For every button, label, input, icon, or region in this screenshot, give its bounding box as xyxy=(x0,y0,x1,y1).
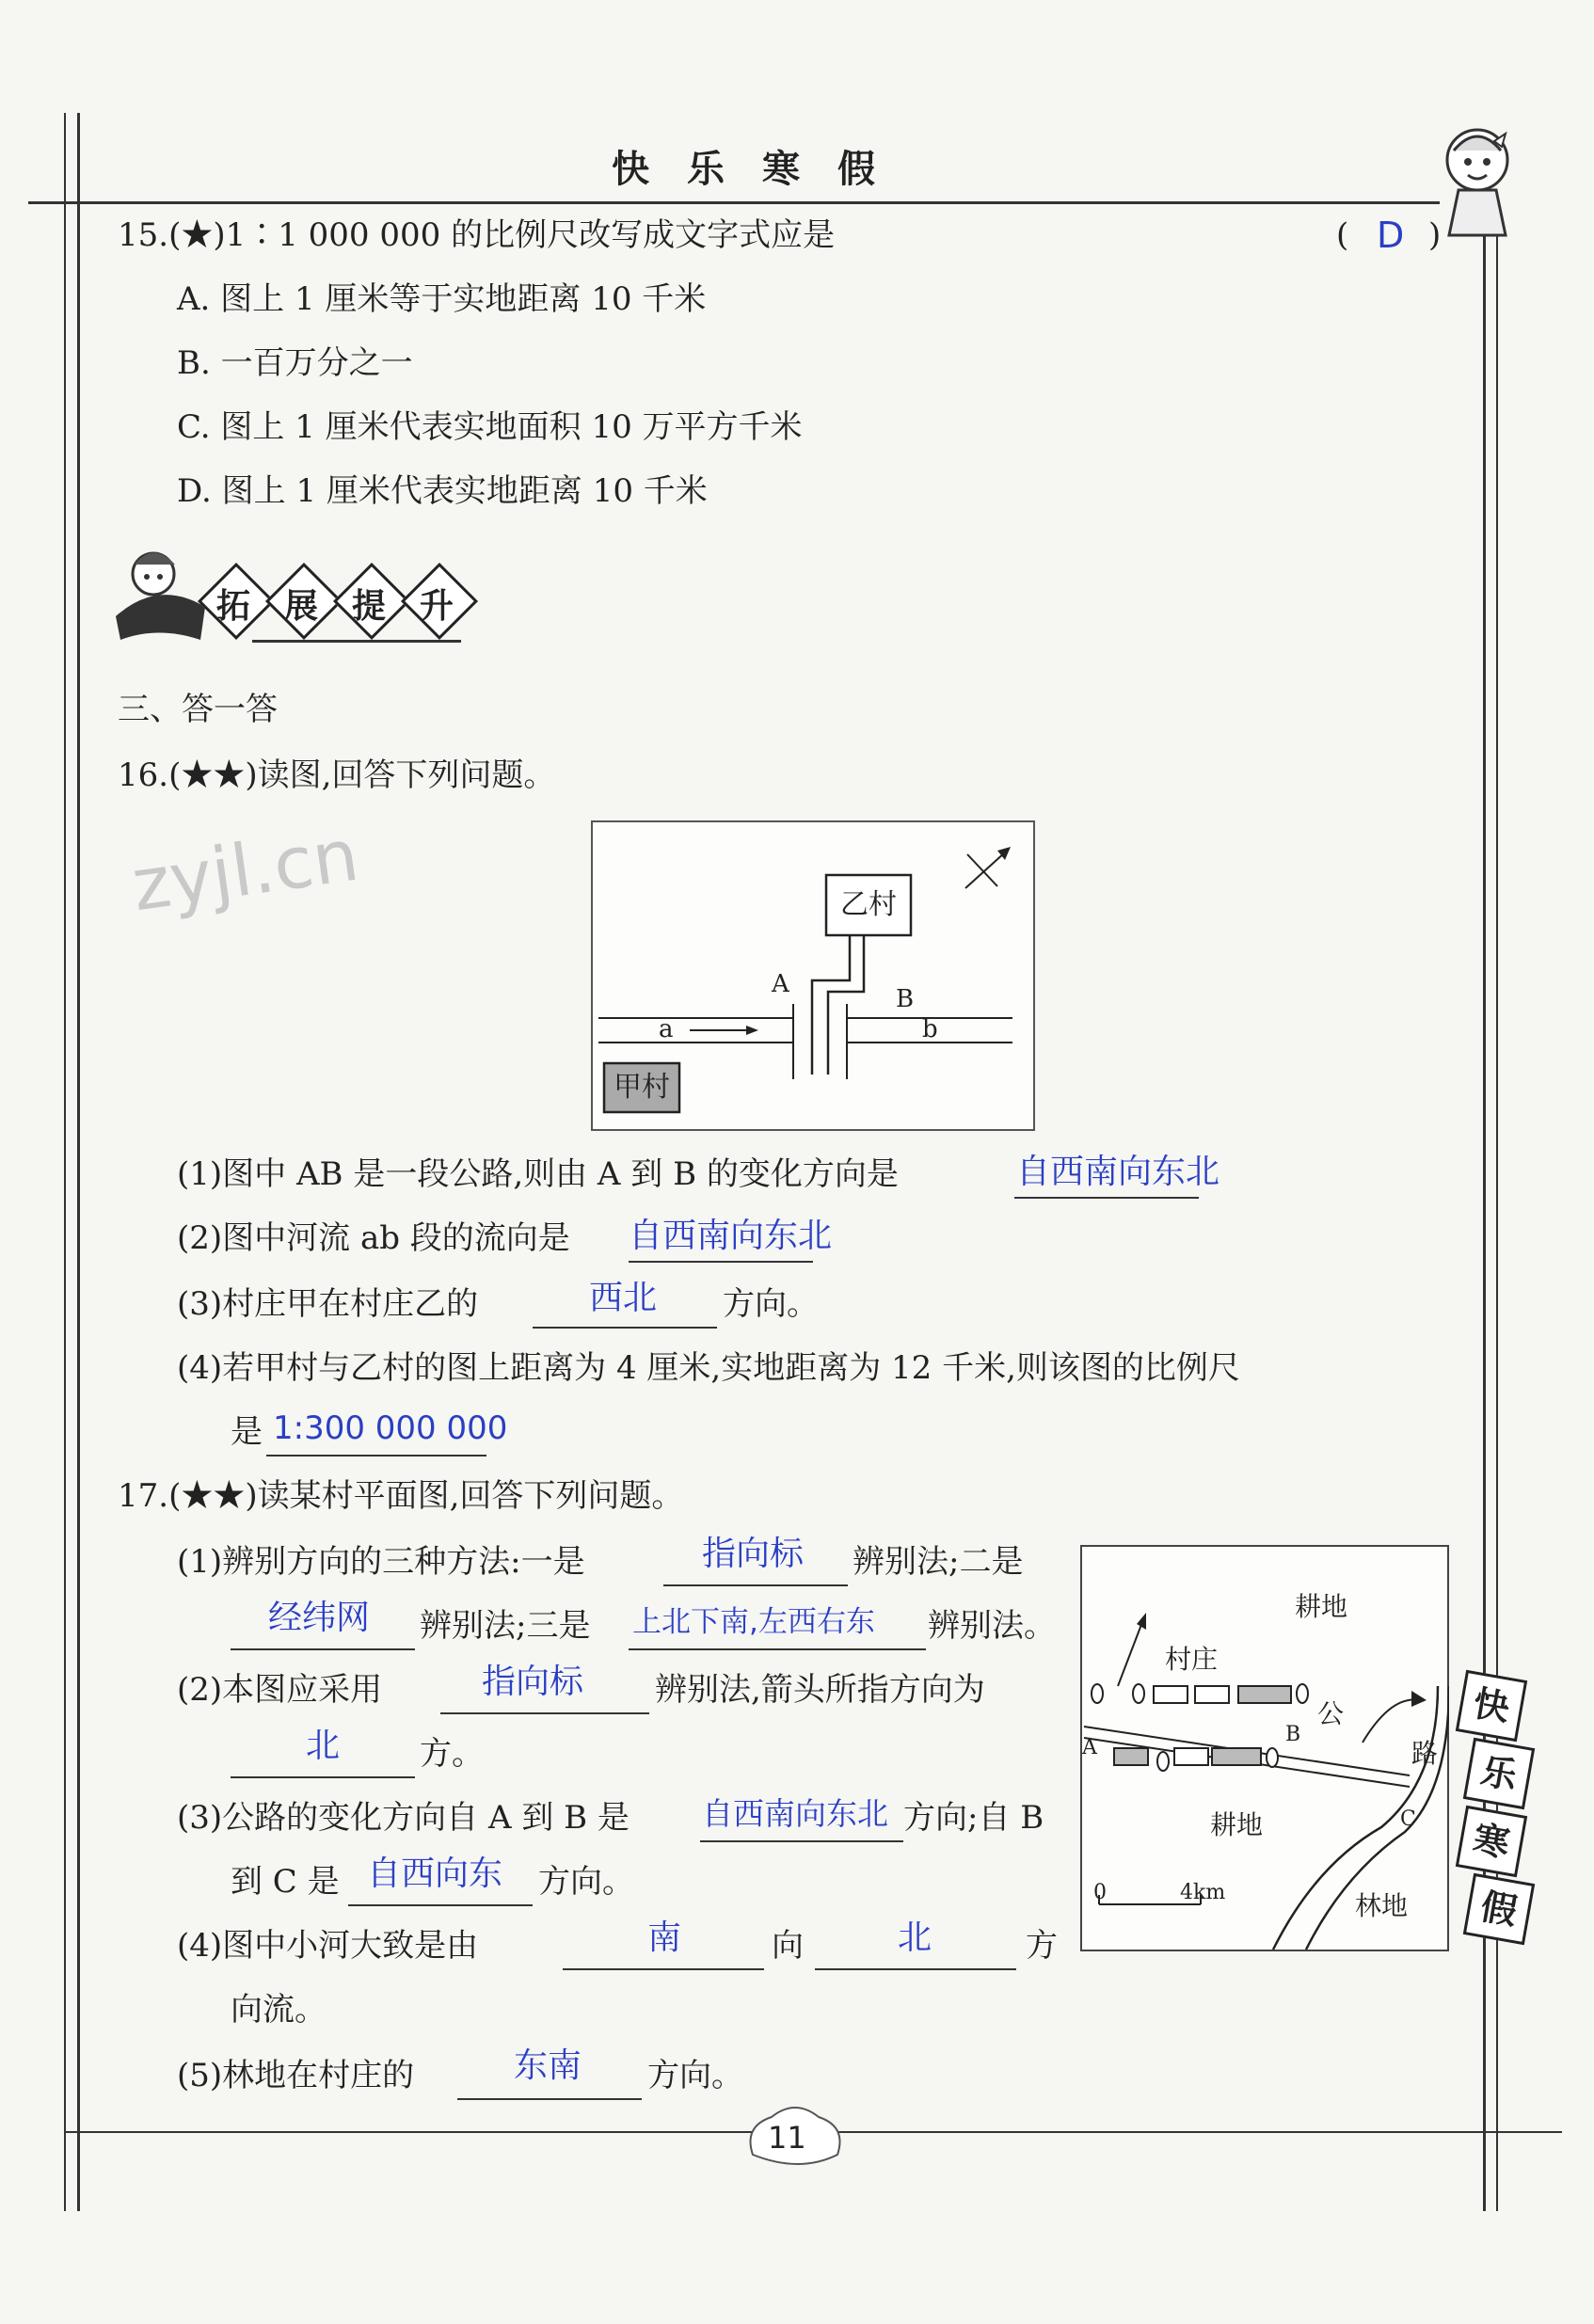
left-border-line-2 xyxy=(77,113,80,2211)
q15-option-b: B. 一百万分之一 xyxy=(177,344,413,382)
q16-sub1-blank xyxy=(1014,1197,1199,1199)
banner-char-2: 展 xyxy=(283,587,318,626)
q17-map-farmland-1: 耕地 xyxy=(1295,1591,1348,1622)
header-rule xyxy=(28,201,1440,204)
q15-answer-open: ( xyxy=(1336,216,1349,254)
q17-sub4-mid: 向 xyxy=(772,1927,804,1965)
q16-sub2-text: (2)图中河流 ab 段的流向是 xyxy=(177,1219,570,1257)
q15-answer: D xyxy=(1377,215,1405,256)
q17-sub2-ans1: 指向标 xyxy=(482,1663,584,1701)
q16-sub4-line1: (4)若甲村与乙村的图上距离为 4 厘米,实地距离为 12 千米,则该图的比例尺 xyxy=(177,1349,1240,1387)
q17-sub1-blank3 xyxy=(629,1648,926,1650)
q17-sub1-blank2 xyxy=(231,1648,415,1650)
banner-mascot-icon xyxy=(111,541,215,645)
q17-sub2-pre: (2)本图应采用 xyxy=(177,1671,383,1709)
q15-option-a: A. 图上 1 厘米等于实地距离 10 千米 xyxy=(177,280,707,318)
q17-sub2-blank2 xyxy=(231,1776,415,1778)
q17-map-label-a: A xyxy=(1082,1736,1097,1759)
q17-sub2-mid: 辨别法,箭头所指方向为 xyxy=(655,1671,985,1709)
q16-sub4-pre2: 是 xyxy=(231,1413,263,1451)
q17-map-scale-4km: 4km xyxy=(1180,1881,1226,1904)
q17-sub4-line2: 向流。 xyxy=(231,1991,327,2029)
q15-text: 15.(★)1∶1 000 000 的比例尺改写成文字式应是 xyxy=(118,216,836,254)
q17-map-farmland-2: 耕地 xyxy=(1210,1809,1264,1840)
q17-sub5-post: 方向。 xyxy=(647,2057,743,2094)
q17-sub2-post: 方。 xyxy=(420,1735,484,1773)
q16-sub2-blank xyxy=(629,1261,813,1263)
q17-sub1-blank1 xyxy=(663,1584,848,1586)
q17-sub1-ans3: 上北下南,左西右东 xyxy=(632,1605,875,1639)
page-number: 11 xyxy=(768,2120,806,2156)
q17-sub3-blank1 xyxy=(700,1840,903,1842)
q16-map-label-b-upper: B xyxy=(896,985,915,1013)
header-title: 快乐寒假 xyxy=(612,148,913,191)
q17-sub5-answer: 东南 xyxy=(514,2046,582,2085)
section3-title: 三、答一答 xyxy=(118,691,278,728)
banner-char-4: 升 xyxy=(419,587,454,626)
q17-sub3-post: 方向。 xyxy=(538,1863,634,1901)
left-border-line-1 xyxy=(64,113,66,2211)
q15-option-c: C. 图上 1 厘米代表实地面积 10 万平方千米 xyxy=(177,408,803,446)
q17-sub4-blank2 xyxy=(815,1968,1016,1970)
q17-map-road-2: 路 xyxy=(1411,1738,1439,1769)
q15-option-d: D. 图上 1 厘米代表实地距离 10 千米 xyxy=(177,472,708,510)
side-tab-char-3: 寒 xyxy=(1456,1806,1527,1877)
q17-map-label-c: C xyxy=(1400,1807,1416,1831)
q17-sub4-ans2: 北 xyxy=(898,1918,932,1957)
q16-map-label-a-lower: a xyxy=(659,1015,674,1043)
q16-map-village-a: 甲村 xyxy=(614,1071,670,1104)
q17-sub3-pre: (3)公路的变化方向自 A 到 B 是 xyxy=(177,1799,630,1837)
side-tab-char-4: 假 xyxy=(1463,1873,1535,1945)
q17-sub3-blank2 xyxy=(348,1904,533,1906)
q16-sub4-answer: 1:300 000 000 xyxy=(273,1409,508,1447)
q16-map-label-a-upper: A xyxy=(772,970,789,998)
q17-map-label-b: B xyxy=(1285,1723,1301,1746)
banner-underline xyxy=(252,640,461,643)
q17-sub5-blank xyxy=(457,2098,642,2100)
q17-sub2-blank1 xyxy=(440,1712,649,1714)
q16-sub3-pre: (3)村庄甲在村庄乙的 xyxy=(177,1285,479,1323)
q16-sub1-text: (1)图中 AB 是一段公路,则由 A 到 B 的变化方向是 xyxy=(177,1155,899,1193)
q17-text: 17.(★★)读某村平面图,回答下列问题。 xyxy=(118,1477,684,1515)
side-tab-char-1: 快 xyxy=(1456,1670,1527,1742)
q17-sub5-pre: (5)林地在村庄的 xyxy=(177,2057,415,2094)
banner-char-3: 提 xyxy=(351,587,386,626)
q17-sub1-ans2: 经纬网 xyxy=(268,1599,371,1637)
q17-sub1-post: 辨别法。 xyxy=(928,1607,1056,1645)
banner-char-1: 拓 xyxy=(215,587,250,626)
q17-map-forest: 林地 xyxy=(1355,1890,1409,1921)
q16-sub1-answer: 自西南向东北 xyxy=(1016,1153,1220,1191)
q17-sub3-ans1: 自西南向东北 xyxy=(702,1795,888,1832)
q16-map-village-b: 乙村 xyxy=(840,888,897,921)
q17-sub3-pre2: 到 C 是 xyxy=(231,1863,340,1901)
q17-sub4-pre: (4)图中小河大致是由 xyxy=(177,1927,479,1965)
q17-sub4-blank1 xyxy=(563,1968,764,1970)
watermark: zyjl.cn xyxy=(126,812,364,928)
q16-sub3-answer: 西北 xyxy=(589,1279,658,1317)
q17-map-village: 村庄 xyxy=(1165,1644,1219,1675)
q16-text: 16.(★★)读图,回答下列问题。 xyxy=(118,756,556,794)
q15-answer-close: ) xyxy=(1428,216,1442,254)
q16-sub3-post: 方向。 xyxy=(723,1285,819,1323)
q17-sub1-mid2: 辨别法;三是 xyxy=(420,1607,591,1645)
side-tab-char-2: 乐 xyxy=(1463,1738,1535,1809)
q17-map-scale-0: 0 xyxy=(1093,1881,1107,1904)
q16-sub2-answer: 自西南向东北 xyxy=(629,1217,833,1255)
q17-sub1-pre: (1)辨别方向的三种方法:一是 xyxy=(177,1543,585,1581)
q17-map-road-1: 公 xyxy=(1317,1698,1345,1729)
q16-sub4-blank xyxy=(266,1455,486,1456)
q17-sub2-ans2: 北 xyxy=(306,1727,341,1765)
q16-map-label-b-lower: b xyxy=(922,1015,938,1043)
q17-sub1-ans1: 指向标 xyxy=(702,1535,805,1573)
q17-sub1-mid1: 辨别法;二是 xyxy=(853,1543,1024,1581)
q17-sub4-post: 方 xyxy=(1026,1927,1058,1965)
q17-sub4-ans1: 南 xyxy=(647,1918,682,1957)
q17-sub3-ans2: 自西向东 xyxy=(367,1854,503,1893)
q16-sub3-blank xyxy=(533,1327,717,1329)
q17-sub3-mid: 方向;自 B xyxy=(903,1799,1044,1837)
